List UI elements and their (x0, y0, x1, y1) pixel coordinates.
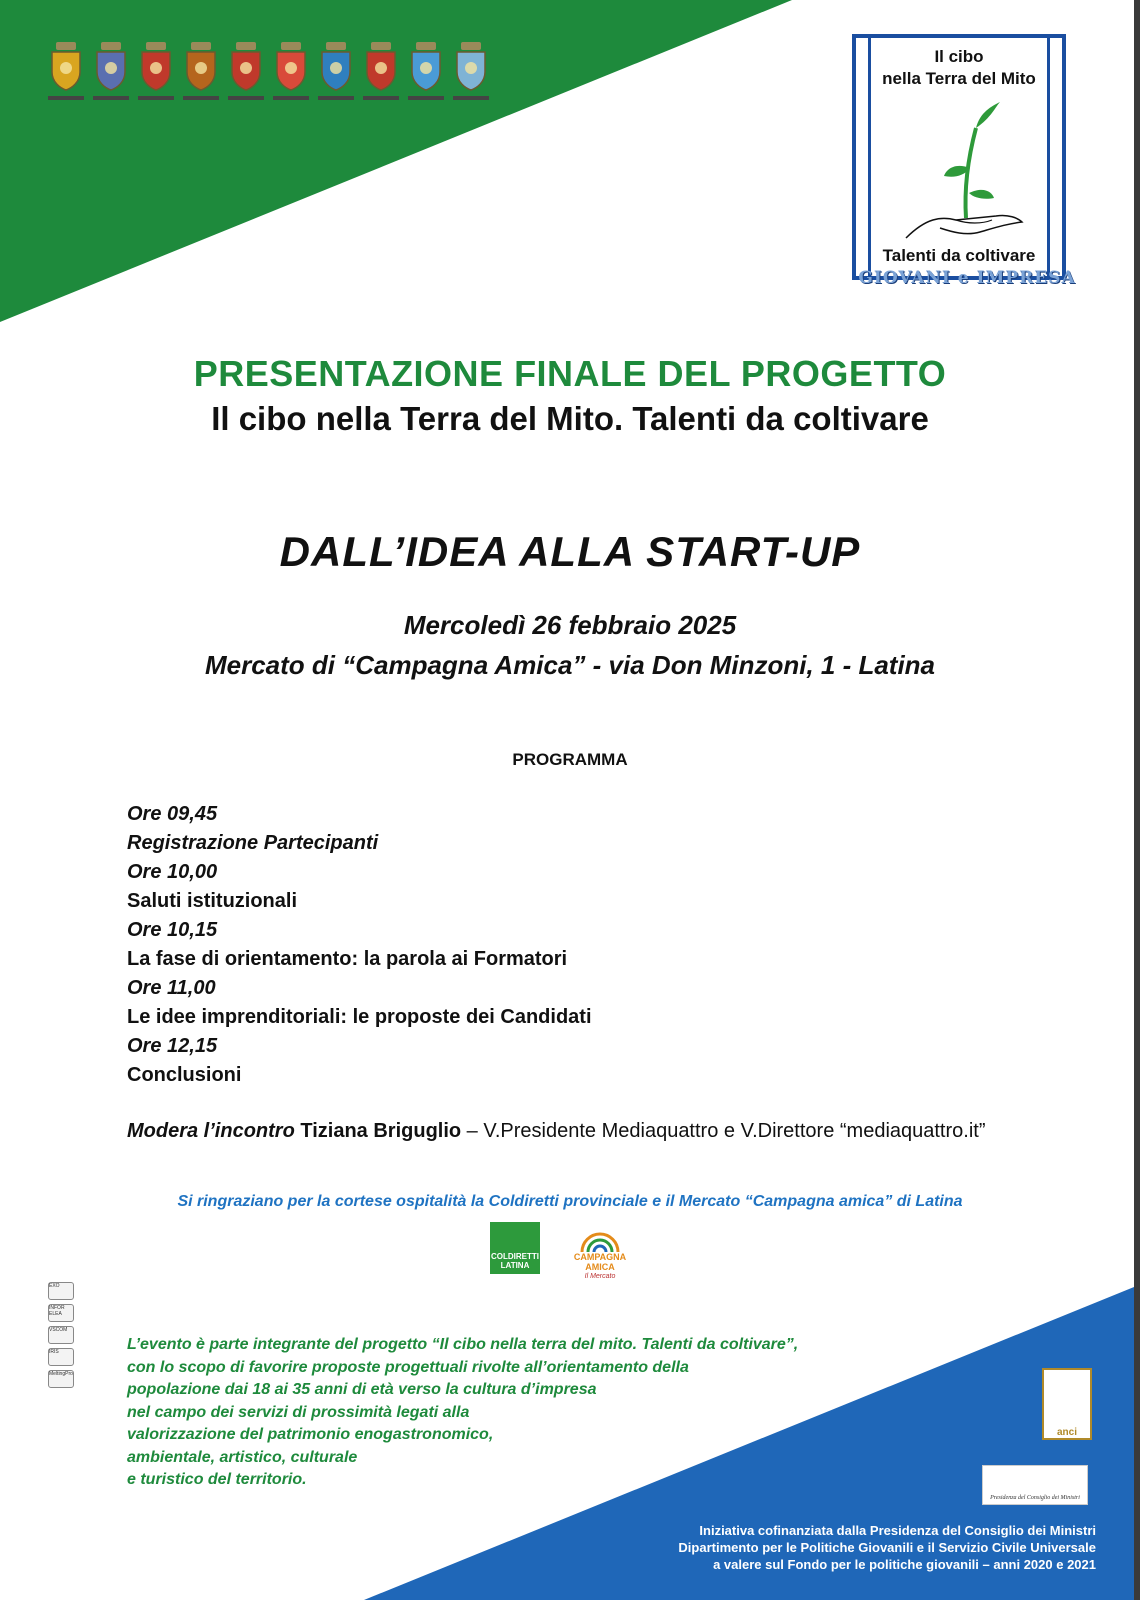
headline: DALL’IDEA ALLA START-UP (279, 528, 861, 575)
municipal-crest (406, 40, 446, 100)
event-text-line: e turistico del territorio. (127, 1471, 307, 1488)
partner-logo: INFOR ELEA (48, 1304, 74, 1322)
schedule-time: Ore 10,15 (127, 919, 218, 941)
plant-hand-icon (896, 98, 1026, 248)
crest-shield-icon (93, 40, 129, 92)
campagna-amica-logo (570, 1222, 630, 1282)
campagna-line2: AMICA (585, 1262, 615, 1272)
moderator-role: – V.Presidente Mediaquattro e V.Direttore “mediaquattro.it” (461, 1120, 986, 1142)
crest-caption (273, 96, 309, 100)
anci-logo: anci (1042, 1368, 1092, 1440)
project-name: Il cibo nella Terra del Mito. Talenti da coltivare (211, 400, 929, 437)
logo-title-line1: Il cibo (934, 47, 984, 66)
schedule-time: Ore 12,15 (127, 1035, 218, 1057)
crest-caption (318, 96, 354, 100)
thanks-note: Si ringraziano per la cortese ospitalità la Coldiretti provinciale e il Mercato “Campagna amica” di Latina (177, 1193, 963, 1210)
schedule-time: Ore 10,00 (127, 861, 218, 883)
logo-subtitle: GIOVANI e IMPRESA (858, 268, 1076, 288)
crest-shield-icon (138, 40, 174, 92)
moderator-line (127, 1120, 986, 1143)
schedule-time: Ore 09,45 (127, 803, 218, 825)
municipal-crest (451, 40, 491, 100)
municipal-crest (46, 40, 86, 100)
partner-logos-column (48, 1282, 74, 1388)
crest-caption (228, 96, 264, 100)
crest-shield-icon (183, 40, 219, 92)
presidency-logo: Presidenza del Consiglio dei Ministri (982, 1465, 1088, 1505)
right-edge-bar (1134, 0, 1140, 1600)
schedule-activity: Saluti istituzionali (127, 890, 298, 912)
crest-shield-icon (453, 40, 489, 92)
schedule-time: Ore 11,00 (127, 977, 216, 999)
crest-caption (138, 96, 174, 100)
event-text-line: con lo scopo di favorire proposte progettuali rivolte all’orientamento della (127, 1358, 689, 1376)
footer-line: Iniziativa cofinanziata dalla Presidenza del Consiglio dei Ministri (699, 1523, 1096, 1538)
crest-caption (183, 96, 219, 100)
partner-logo: MeltingPro (48, 1370, 74, 1388)
project-logo (852, 34, 1066, 280)
cofunding-footer (678, 1522, 1096, 1573)
crest-shield-icon (273, 40, 309, 92)
partner-logo: IRIS (48, 1348, 74, 1366)
schedule-activity: Registrazione Partecipanti (127, 832, 379, 854)
event-description (127, 1334, 847, 1492)
crest-shield-icon (228, 40, 264, 92)
moderator-label: Modera l’incontro (127, 1120, 295, 1142)
municipal-crest (271, 40, 311, 100)
municipal-crest (226, 40, 266, 100)
municipal-crest (316, 40, 356, 100)
municipal-crest (91, 40, 131, 100)
crest-caption (363, 96, 399, 100)
crest-caption (48, 96, 84, 100)
campagna-line1: CAMPAGNA (573, 1252, 627, 1262)
event-date: Mercoledì 26 febbraio 2025 (403, 610, 737, 640)
crest-shield-icon (408, 40, 444, 92)
crest-caption (93, 96, 129, 100)
crest-shield-icon (48, 40, 84, 92)
moderator-name: Tiziana Briguglio (300, 1120, 462, 1142)
partner-logo: EXO (48, 1282, 74, 1300)
crest-shield-icon (318, 40, 354, 92)
program-schedule (127, 800, 592, 1090)
schedule-activity: La fase di orientamento: la parola ai Formatori (127, 948, 568, 970)
event-venue: Mercato di “Campagna Amica” - via Don Minzoni, 1 - Latina (204, 650, 936, 680)
crest-caption (408, 96, 444, 100)
crest-shield-icon (363, 40, 399, 92)
logo-title (856, 46, 1062, 90)
schedule-activity: Conclusioni (127, 1064, 242, 1086)
crest-caption (453, 96, 489, 100)
host-sponsors (490, 1222, 630, 1282)
event-text-line: valorizzazione del patrimonio enogastronomico, (127, 1426, 494, 1443)
event-text-line: popolazione dai 18 ai 35 anni di età verso la cultura d’impresa (127, 1381, 597, 1398)
sunburst-icon (580, 1230, 620, 1252)
event-text-line: L’evento è parte integrante del progetto “Il cibo nella terra del mito. Talenti da coltivare”, (127, 1336, 799, 1353)
partner-logo: VSCOM (48, 1326, 74, 1344)
schedule-activity: Le idee imprenditoriali: le proposte dei Candidati (127, 1006, 592, 1028)
municipal-crest (136, 40, 176, 100)
municipal-crest (181, 40, 221, 100)
program-heading: PROGRAMMA (512, 750, 628, 769)
presentation-title: PRESENTAZIONE FINALE DEL PROGETTO (193, 353, 947, 394)
event-text-line: nel campo dei servizi di prossimità legati alla (127, 1403, 470, 1421)
municipal-crests (46, 40, 491, 100)
coldiretti-logo: COLDIRETTI LATINA (490, 1222, 540, 1274)
logo-bottom-text: Talenti da coltivare (882, 246, 1036, 265)
event-text-line: ambientale, artistico, culturale (127, 1448, 358, 1466)
footer-line: Dipartimento per le Politiche Giovanili e il Servizio Civile Universale (678, 1540, 1096, 1555)
municipal-crest (361, 40, 401, 100)
footer-line: a valere sul Fondo per le politiche giovanili – anni 2020 e 2021 (713, 1557, 1096, 1572)
logo-title-line2: nella Terra del Mito (882, 69, 1036, 88)
campagna-sub: Il Mercato (584, 1273, 616, 1280)
